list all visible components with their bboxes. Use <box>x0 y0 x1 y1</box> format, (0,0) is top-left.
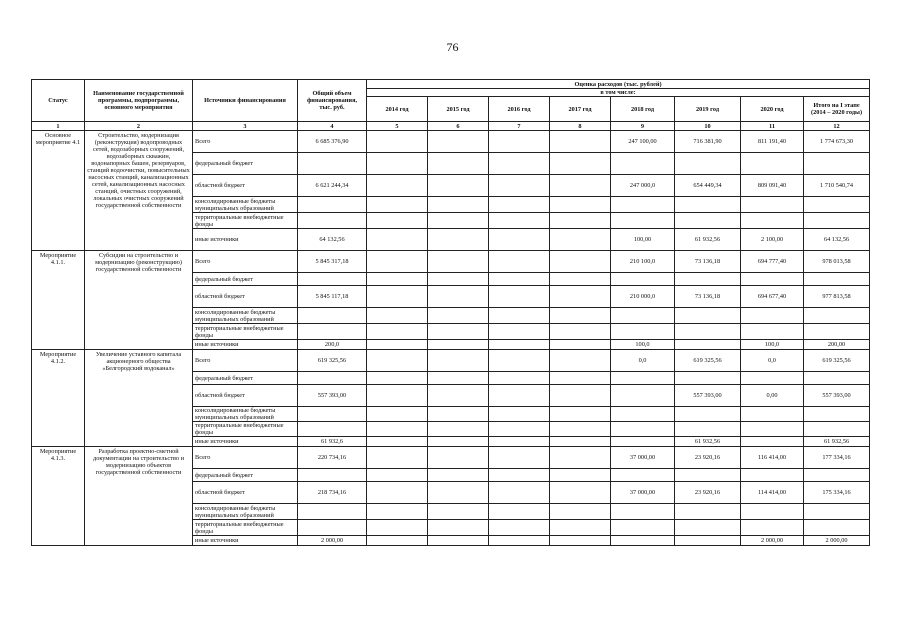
total-cell <box>298 308 367 324</box>
year-value-cell <box>550 251 611 273</box>
year-value-cell <box>428 482 489 504</box>
year-value-cell <box>367 504 428 520</box>
stage-total-cell <box>804 407 870 422</box>
table-row <box>32 251 870 273</box>
year-value-cell: 247 100,00 <box>611 131 675 153</box>
year-value-cell <box>367 131 428 153</box>
header-total: Общий объем финансирования, тыс. руб. <box>298 80 367 122</box>
year-value-cell <box>611 213 675 229</box>
total-cell <box>298 520 367 536</box>
column-number: 10 <box>675 122 741 131</box>
year-value-cell <box>489 422 550 437</box>
funding-source-cell: консолидированные бюджеты муниципальных образований <box>193 308 298 324</box>
year-value-cell <box>367 447 428 469</box>
year-value-cell: 694 677,40 <box>741 286 804 308</box>
total-cell: 218 734,16 <box>298 482 367 504</box>
year-value-cell: 100,00 <box>611 229 675 251</box>
column-number-row <box>32 122 870 131</box>
year-value-cell: 100,0 <box>741 340 804 350</box>
year-value-cell <box>428 385 489 407</box>
year-value-cell <box>428 213 489 229</box>
year-value-cell <box>367 385 428 407</box>
year-value-cell <box>489 520 550 536</box>
year-value-cell <box>741 504 804 520</box>
year-value-cell <box>741 213 804 229</box>
year-value-cell: 37 000,00 <box>611 482 675 504</box>
year-value-cell <box>675 340 741 350</box>
year-value-cell <box>367 273 428 286</box>
year-value-cell <box>675 213 741 229</box>
total-cell <box>298 273 367 286</box>
activity-name-cell: Строительство, модернизация (реконструкция) водопроводных сетей, водозаборных сооружений, водозаборных скважин, водонапорных башен, резервуаров, станций водоочистки, повысительных насосных станций, канализационных сетей, канализационных насосных станций, очистных сооружений, локальных очистных сооружений государственной собственности <box>85 131 193 251</box>
year-value-cell <box>741 520 804 536</box>
year-value-cell: 619 325,56 <box>675 350 741 372</box>
year-value-cell <box>741 422 804 437</box>
total-cell <box>298 324 367 340</box>
stage-total-cell <box>804 273 870 286</box>
year-value-cell <box>428 273 489 286</box>
year-value-cell <box>741 407 804 422</box>
stage-total-cell <box>804 504 870 520</box>
year-value-cell <box>367 469 428 482</box>
year-value-cell <box>550 437 611 447</box>
year-value-cell <box>489 153 550 175</box>
year-value-cell <box>611 273 675 286</box>
year-value-cell <box>428 251 489 273</box>
year-value-cell: 0,0 <box>741 350 804 372</box>
total-cell: 61 932,6 <box>298 437 367 447</box>
year-value-cell: 0,0 <box>611 350 675 372</box>
stage-total-cell <box>804 520 870 536</box>
year-value-cell <box>428 197 489 213</box>
year-value-cell <box>550 350 611 372</box>
year-value-cell <box>489 251 550 273</box>
header-status: Статус <box>32 80 85 122</box>
column-number: 12 <box>804 122 870 131</box>
status-cell: Мероприятие 4.1.2. <box>32 350 85 447</box>
stage-total-cell <box>804 324 870 340</box>
year-value-cell <box>675 422 741 437</box>
year-value-cell <box>675 153 741 175</box>
year-value-cell <box>550 482 611 504</box>
year-value-cell <box>741 308 804 324</box>
column-number: 1 <box>32 122 85 131</box>
year-value-cell <box>489 340 550 350</box>
year-value-cell <box>367 197 428 213</box>
funding-source-cell: иные источники <box>193 536 298 546</box>
funding-source-cell: Всего <box>193 350 298 372</box>
stage-total-cell: 175 334,16 <box>804 482 870 504</box>
funding-source-cell: Всего <box>193 447 298 469</box>
year-value-cell <box>611 197 675 213</box>
year-value-cell <box>611 324 675 340</box>
funding-source-cell: территориальные внебюджетные фонды <box>193 324 298 340</box>
year-value-cell <box>489 286 550 308</box>
year-value-cell <box>611 520 675 536</box>
year-value-cell <box>428 407 489 422</box>
year-value-cell <box>428 437 489 447</box>
table-row <box>32 350 870 372</box>
funding-source-cell: федеральный бюджет <box>193 372 298 385</box>
financing-table <box>31 79 870 546</box>
year-value-cell <box>489 273 550 286</box>
column-number: 4 <box>298 122 367 131</box>
header-sources: Источники финансирования <box>193 80 298 122</box>
column-number: 7 <box>489 122 550 131</box>
year-value-cell <box>741 437 804 447</box>
stage-total-cell: 1 774 673,30 <box>804 131 870 153</box>
funding-source-cell: консолидированные бюджеты муниципальных образований <box>193 504 298 520</box>
year-value-cell <box>741 372 804 385</box>
year-value-cell <box>611 422 675 437</box>
year-value-cell <box>675 536 741 546</box>
year-value-cell <box>550 504 611 520</box>
year-value-cell: 210 000,0 <box>611 286 675 308</box>
stage-total-cell <box>804 422 870 437</box>
year-value-cell <box>741 153 804 175</box>
year-value-cell <box>675 407 741 422</box>
stage-total-cell <box>804 308 870 324</box>
table-row <box>32 131 870 153</box>
year-value-cell: 694 777,40 <box>741 251 804 273</box>
total-cell: 2 000,00 <box>298 536 367 546</box>
activity-name-cell: Субсидии на строительство и модернизацию (реконструкцию) государственной собственности <box>85 251 193 350</box>
year-value-cell <box>741 469 804 482</box>
year-value-cell <box>428 324 489 340</box>
funding-source-cell: Всего <box>193 131 298 153</box>
year-value-cell <box>489 504 550 520</box>
year-value-cell <box>428 350 489 372</box>
year-value-cell <box>367 350 428 372</box>
funding-source-cell: консолидированные бюджеты муниципальных образований <box>193 407 298 422</box>
year-value-cell: 37 000,00 <box>611 447 675 469</box>
year-value-cell <box>367 286 428 308</box>
total-cell: 6 685 376,90 <box>298 131 367 153</box>
total-cell <box>298 213 367 229</box>
table-row <box>32 447 870 469</box>
year-value-cell <box>550 422 611 437</box>
total-cell <box>298 422 367 437</box>
column-number: 5 <box>367 122 428 131</box>
stage-total-cell: 978 013,58 <box>804 251 870 273</box>
year-value-cell <box>367 229 428 251</box>
total-cell: 6 621 244,34 <box>298 175 367 197</box>
year-value-cell <box>428 153 489 175</box>
funding-source-cell: областной бюджет <box>193 175 298 197</box>
year-value-cell: 654 449,34 <box>675 175 741 197</box>
funding-source-cell: территориальные внебюджетные фонды <box>193 213 298 229</box>
year-value-cell <box>367 175 428 197</box>
year-value-cell <box>550 153 611 175</box>
year-value-cell <box>611 536 675 546</box>
funding-source-cell: Всего <box>193 251 298 273</box>
stage-total-cell: 64 132,56 <box>804 229 870 251</box>
funding-source-cell: иные источники <box>193 437 298 447</box>
year-value-cell <box>611 437 675 447</box>
funding-source-cell: иные источники <box>193 340 298 350</box>
funding-source-cell: территориальные внебюджетные фонды <box>193 422 298 437</box>
year-value-cell <box>428 469 489 482</box>
year-value-cell <box>550 175 611 197</box>
year-value-cell <box>489 229 550 251</box>
year-value-cell <box>741 197 804 213</box>
status-cell: Мероприятие 4.1.1. <box>32 251 85 350</box>
column-number: 3 <box>193 122 298 131</box>
year-value-cell: 23 920,16 <box>675 447 741 469</box>
year-value-cell <box>428 447 489 469</box>
year-value-cell <box>675 324 741 340</box>
header-year-total: Итого на I этапе (2014 – 2020 годы) <box>804 97 870 122</box>
activity-name-cell: Увеличение уставного капитала акционерного общества «Белгородский водоканал» <box>85 350 193 447</box>
year-value-cell <box>367 407 428 422</box>
year-value-cell <box>428 286 489 308</box>
total-cell: 557 393,00 <box>298 385 367 407</box>
stage-total-cell <box>804 197 870 213</box>
year-value-cell <box>367 422 428 437</box>
stage-total-cell: 177 334,16 <box>804 447 870 469</box>
year-value-cell: 23 920,16 <box>675 482 741 504</box>
year-value-cell <box>367 340 428 350</box>
year-value-cell <box>550 131 611 153</box>
year-value-cell <box>489 308 550 324</box>
year-value-cell <box>428 520 489 536</box>
year-value-cell <box>675 520 741 536</box>
year-value-cell: 247 000,0 <box>611 175 675 197</box>
year-value-cell <box>741 273 804 286</box>
year-value-cell <box>428 340 489 350</box>
year-value-cell <box>489 324 550 340</box>
column-number: 6 <box>428 122 489 131</box>
year-value-cell <box>550 308 611 324</box>
year-value-cell <box>550 213 611 229</box>
year-value-cell <box>489 350 550 372</box>
year-value-cell <box>611 385 675 407</box>
funding-source-cell: областной бюджет <box>193 286 298 308</box>
year-value-cell <box>489 536 550 546</box>
year-value-cell <box>550 372 611 385</box>
header-year: 2015 год <box>428 97 489 122</box>
status-cell: Мероприятие 4.1.3. <box>32 447 85 546</box>
year-value-cell: 2 000,00 <box>741 536 804 546</box>
year-value-cell: 73 136,18 <box>675 251 741 273</box>
total-cell: 5 845 317,18 <box>298 251 367 273</box>
year-value-cell <box>550 520 611 536</box>
stage-total-cell: 1 710 540,74 <box>804 175 870 197</box>
year-value-cell <box>489 447 550 469</box>
year-value-cell <box>675 273 741 286</box>
page-number: 76 <box>446 40 459 54</box>
year-value-cell <box>489 131 550 153</box>
stage-total-cell: 557 393,00 <box>804 385 870 407</box>
stage-total-cell: 619 325,56 <box>804 350 870 372</box>
funding-source-cell: федеральный бюджет <box>193 273 298 286</box>
year-value-cell <box>428 131 489 153</box>
year-value-cell <box>367 324 428 340</box>
year-value-cell <box>675 469 741 482</box>
stage-total-cell: 200,00 <box>804 340 870 350</box>
year-value-cell <box>367 437 428 447</box>
header-year: 2014 год <box>367 97 428 122</box>
year-value-cell <box>489 437 550 447</box>
year-value-cell <box>367 251 428 273</box>
year-value-cell <box>611 407 675 422</box>
header-year: 2018 год <box>611 97 675 122</box>
year-value-cell <box>611 372 675 385</box>
header-year: 2019 год <box>675 97 741 122</box>
year-value-cell: 557 393,00 <box>675 385 741 407</box>
stage-total-cell <box>804 213 870 229</box>
total-cell: 64 132,56 <box>298 229 367 251</box>
year-value-cell <box>489 482 550 504</box>
total-cell <box>298 469 367 482</box>
year-value-cell <box>550 324 611 340</box>
year-value-cell <box>428 422 489 437</box>
year-value-cell <box>489 372 550 385</box>
year-value-cell: 114 414,00 <box>741 482 804 504</box>
year-value-cell <box>428 229 489 251</box>
year-value-cell <box>611 153 675 175</box>
total-cell: 5 845 117,18 <box>298 286 367 308</box>
year-value-cell <box>489 385 550 407</box>
funding-source-cell: иные источники <box>193 229 298 251</box>
column-number: 2 <box>85 122 193 131</box>
year-value-cell <box>550 229 611 251</box>
year-value-cell <box>550 469 611 482</box>
year-value-cell <box>550 536 611 546</box>
year-value-cell <box>611 469 675 482</box>
stage-total-cell <box>804 153 870 175</box>
stage-total-cell <box>804 372 870 385</box>
year-value-cell <box>367 213 428 229</box>
year-value-cell: 809 091,40 <box>741 175 804 197</box>
year-value-cell: 0,00 <box>741 385 804 407</box>
year-value-cell <box>675 372 741 385</box>
year-value-cell <box>489 407 550 422</box>
year-value-cell <box>428 175 489 197</box>
total-cell: 220 734,16 <box>298 447 367 469</box>
year-value-cell <box>489 197 550 213</box>
year-value-cell: 73 136,18 <box>675 286 741 308</box>
header-year: 2020 год <box>741 97 804 122</box>
column-number: 8 <box>550 122 611 131</box>
total-cell <box>298 504 367 520</box>
year-value-cell <box>489 469 550 482</box>
year-value-cell <box>550 286 611 308</box>
funding-source-cell: консолидированные бюджеты муниципальных образований <box>193 197 298 213</box>
year-value-cell <box>367 153 428 175</box>
year-value-cell <box>550 273 611 286</box>
total-cell: 200,0 <box>298 340 367 350</box>
year-value-cell <box>741 324 804 340</box>
year-value-cell <box>367 482 428 504</box>
year-value-cell: 61 932,56 <box>675 437 741 447</box>
year-value-cell <box>550 447 611 469</box>
activity-name-cell: Разработка проектно-сметной документации на строительство и модернизацию объектов государственной собственности <box>85 447 193 546</box>
header-year: 2016 год <box>489 97 550 122</box>
stage-total-cell: 2 000,00 <box>804 536 870 546</box>
year-value-cell <box>550 340 611 350</box>
column-number: 11 <box>741 122 804 131</box>
year-value-cell <box>367 536 428 546</box>
year-value-cell: 2 100,00 <box>741 229 804 251</box>
stage-total-cell <box>804 469 870 482</box>
total-cell <box>298 197 367 213</box>
stage-total-cell: 977 813,58 <box>804 286 870 308</box>
year-value-cell <box>428 504 489 520</box>
funding-source-cell: областной бюджет <box>193 385 298 407</box>
year-value-cell: 716 381,90 <box>675 131 741 153</box>
year-value-cell <box>550 407 611 422</box>
year-value-cell <box>675 308 741 324</box>
year-value-cell: 811 191,40 <box>741 131 804 153</box>
funding-source-cell: федеральный бюджет <box>193 469 298 482</box>
year-value-cell <box>675 504 741 520</box>
year-value-cell <box>489 213 550 229</box>
total-cell <box>298 372 367 385</box>
year-value-cell <box>428 372 489 385</box>
header-estimate: Оценка расходов (тыс. рублей) <box>367 80 870 89</box>
year-value-cell <box>550 197 611 213</box>
year-value-cell: 116 414,00 <box>741 447 804 469</box>
year-value-cell: 210 100,0 <box>611 251 675 273</box>
year-value-cell <box>489 175 550 197</box>
year-value-cell <box>611 504 675 520</box>
year-value-cell <box>367 308 428 324</box>
funding-source-cell: федеральный бюджет <box>193 153 298 175</box>
total-cell <box>298 407 367 422</box>
year-value-cell: 61 932,56 <box>675 229 741 251</box>
table-body <box>32 131 870 546</box>
year-value-cell <box>428 536 489 546</box>
year-value-cell: 100,0 <box>611 340 675 350</box>
table-header <box>32 80 870 131</box>
total-cell: 619 325,56 <box>298 350 367 372</box>
year-value-cell <box>428 308 489 324</box>
stage-total-cell: 61 932,56 <box>804 437 870 447</box>
header-including: в том числе: <box>367 89 870 97</box>
year-value-cell <box>675 197 741 213</box>
funding-source-cell: областной бюджет <box>193 482 298 504</box>
status-cell: Основное мероприятие 4.1 <box>32 131 85 251</box>
header-year: 2017 год <box>550 97 611 122</box>
year-value-cell <box>611 308 675 324</box>
funding-source-cell: территориальные внебюджетные фонды <box>193 520 298 536</box>
total-cell <box>298 153 367 175</box>
column-number: 9 <box>611 122 675 131</box>
year-value-cell <box>550 385 611 407</box>
header-name: Наименование государственной программы, подпрограммы, основного мероприятия <box>85 80 193 122</box>
year-value-cell <box>367 520 428 536</box>
year-value-cell <box>367 372 428 385</box>
